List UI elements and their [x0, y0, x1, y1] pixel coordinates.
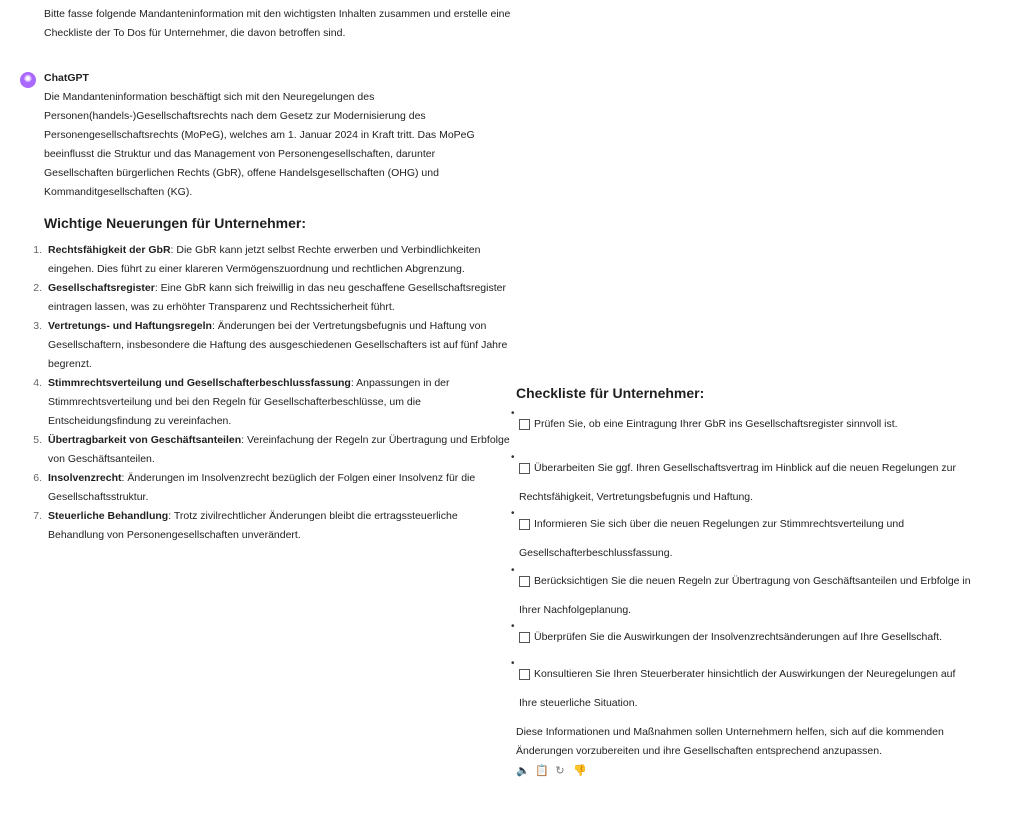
checklist-item-text: Berücksichtigen Sie die neuen Regeln zur Übertragung von Geschäftsanteilen und Erbfolge in	[534, 575, 971, 587]
bullet-icon: •	[511, 452, 515, 463]
news-item-number: 1.	[33, 244, 42, 256]
checklist-item-text: Informieren Sie sich über die neuen Regelungen zur Stimmrechtsverteilung und	[534, 518, 905, 530]
bullet-icon: •	[511, 658, 515, 669]
news-item-text: Rechtsfähigkeit der GbR: Die GbR kann jetzt selbst Rechte erwerben und Verbindlichkeiten eingehen. Dies führt zu einer klareren Vermögenszuordnung und rechtlichen Abgrenzung.	[48, 244, 481, 275]
news-item	[28, 469, 516, 507]
checklist-item-text: Überarbeiten Sie ggf. Ihren Gesellschaftsvertrag im Hinblick auf die neuen Regelungen zur	[534, 462, 956, 474]
news-item-number: 3.	[33, 320, 42, 332]
checkbox-icon[interactable]	[519, 463, 530, 474]
news-item-title: Rechtsfähigkeit der GbR	[48, 244, 171, 256]
checklist-item-text-cont: Gesellschafterbeschlussfassung.	[519, 547, 673, 559]
news-item-text: Übertragbarkeit von Geschäftsanteilen: Vereinfachung der Regeln zur Übertragung und Erbfolge von Geschäftsanteilen.	[48, 434, 510, 465]
checklist-item-line	[519, 631, 942, 643]
news-item-number: 2.	[33, 282, 42, 294]
bullet-icon: •	[511, 508, 515, 519]
checklist-item-line	[519, 418, 898, 430]
checkbox-icon[interactable]	[519, 632, 530, 643]
news-item-text: Insolvenzrecht: Änderungen im Insolvenzrecht bezüglich der Folgen einer Insolvenz für die Gesellschaftsstruktur.	[48, 472, 476, 503]
news-item-title: Übertragbarkeit von Geschäftsanteilen	[48, 434, 242, 446]
news-item-number: 6.	[33, 472, 42, 484]
checkbox-icon[interactable]	[519, 519, 530, 530]
checklist-item-text-cont: Rechtsfähigkeit, Vertretungsbefugnis und Haftung.	[519, 491, 754, 503]
copy-icon[interactable]: 📋	[535, 765, 549, 777]
thumbs-down-icon[interactable]: 👎	[573, 765, 587, 777]
assistant-name: ChatGPT	[44, 72, 89, 84]
assistant-intro: Die Mandanteninformation beschäftigt sich mit den Neuregelungen des Personen(handels-)Gesellschaftsrechts nach dem Gesetz zur Modernisierung des Personengesellschaftsrechts (MoPeG), welches am 1. Januar 2024 in Kraft tritt. Das MoPeG beeinflusst die Struktur und das Management von Personengesellschaften, darunter Gesellschaften bürgerlichen Rechts (GbR), offene Handelsgesellschaften (OHG) und Kommanditgesellschaften (KG).	[44, 91, 475, 198]
message-actions	[516, 765, 585, 777]
news-item-number: 5.	[33, 434, 42, 446]
news-item-title: Steuerliche Behandlung	[48, 510, 169, 522]
assistant-avatar	[20, 72, 36, 88]
news-item-text: Steuerliche Behandlung: Trotz zivilrechtlicher Änderungen bleibt die ertragssteuerliche Behandlung von Personengesellschaften unverändert.	[48, 510, 458, 541]
assistant-outro: Diese Informationen und Maßnahmen sollen Unternehmern helfen, sich auf die kommenden Änderungen vorzubereiten und ihre Gesellschaften entsprechend anzupassen.	[516, 726, 944, 757]
news-item-title: Stimmrechtsverteilung und Gesellschafterbeschlussfassung	[48, 377, 351, 389]
checklist-item-line	[519, 668, 955, 680]
news-item	[28, 241, 516, 279]
news-item-text: Gesellschaftsregister: Eine GbR kann sich freiwillig in das neu geschaffene Gesellschaftsregister eintragen lassen, was zu erhöhter Transparenz und Rechtssicherheit führt.	[48, 282, 506, 313]
news-item	[28, 374, 516, 431]
checkbox-icon[interactable]	[519, 576, 530, 587]
openai-logo-icon: ✺	[23, 74, 33, 85]
checklist-item-line	[519, 518, 904, 530]
checklist-item-text-cont: Ihre steuerliche Situation.	[519, 697, 638, 709]
news-item-number: 7.	[33, 510, 42, 522]
news-item-title: Gesellschaftsregister	[48, 282, 155, 294]
checklist-item-text-cont: Ihrer Nachfolgeplanung.	[519, 604, 632, 616]
news-list	[28, 241, 516, 545]
read-aloud-icon[interactable]: 🔈	[516, 765, 530, 777]
news-item	[28, 279, 516, 317]
news-item-title: Vertretungs- und Haftungsregeln	[48, 320, 212, 332]
checklist-item-line	[519, 462, 956, 474]
bullet-icon: •	[511, 565, 515, 576]
user-message: Bitte fasse folgende Mandanteninformation mit den wichtigsten Inhalten zusammen und erstelle eine Checkliste der To Dos für Unternehmer, die davon betroffen sind.	[44, 8, 511, 39]
news-item	[28, 507, 516, 545]
news-item-title: Insolvenzrecht	[48, 472, 122, 484]
news-heading: Wichtige Neuerungen für Unternehmer:	[44, 215, 307, 231]
regenerate-icon[interactable]: ↻	[555, 765, 565, 777]
checkbox-icon[interactable]	[519, 669, 530, 680]
news-item	[28, 317, 516, 374]
bullet-icon: •	[511, 408, 515, 419]
checklist-item-text: Überprüfen Sie die Auswirkungen der Insolvenzrechtsänderungen auf Ihre Gesellschaft.	[534, 631, 942, 643]
checklist-heading: Checkliste für Unternehmer:	[516, 385, 705, 401]
bullet-icon: •	[511, 621, 515, 632]
news-item	[28, 431, 516, 469]
checklist-item-text: Prüfen Sie, ob eine Eintragung Ihrer GbR ins Gesellschaftsregister sinnvoll ist.	[534, 418, 898, 430]
news-item-number: 4.	[33, 377, 42, 389]
checklist-item-line	[519, 575, 971, 587]
checkbox-icon[interactable]	[519, 419, 530, 430]
news-item-text: Stimmrechtsverteilung und Gesellschafterbeschlussfassung: Anpassungen in der Stimmrechtsverteilung und bei den Regeln für Gesellschafterbeschlüsse, um die Entscheidungsfindung zu vereinfachen.	[48, 377, 450, 427]
checklist-item-text: Konsultieren Sie Ihren Steuerberater hinsichtlich der Auswirkungen der Neuregelungen auf	[534, 668, 956, 680]
news-item-text: Vertretungs- und Haftungsregeln: Änderungen bei der Vertretungsbefugnis und Haftung von Gesellschaftern, insbesondere die Haftung des ausgeschiedenen Gesellschafters ist auf fünf Jahre begrenzt.	[48, 320, 508, 370]
